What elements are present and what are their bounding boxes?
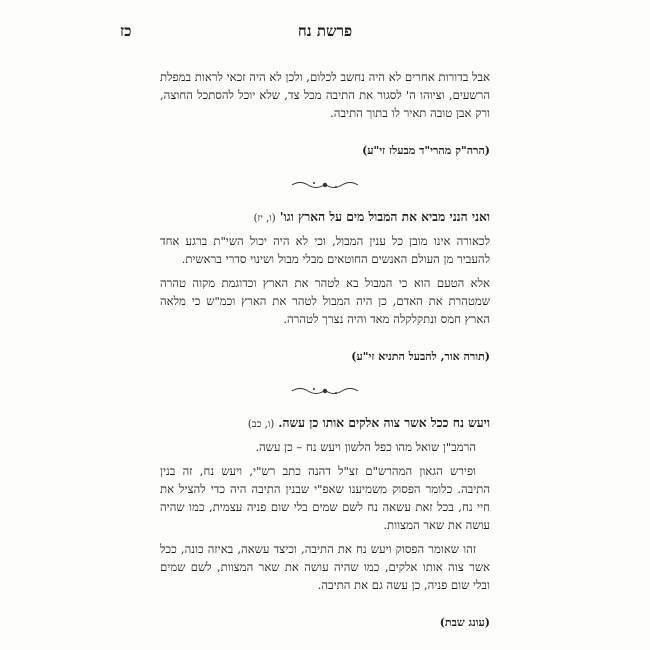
page-number: כז: [120, 22, 132, 40]
divider-ornament-icon: [160, 174, 490, 194]
section3-paragraph-2: ופירש הגאון המהרש"ם זצ"ל דהנה כתב רש"י, ויעש נח, זה בנין התיבה. כלומר הפסוק משמיענו שאפ"י שבנין התיבה היה כדי להציל את חיי נח, בכל זאת עשאה נח לשם שמים בלי שום פניה עצמית, כמו שהיה עושה את שאר המצוות.: [160, 464, 490, 532]
running-header: [120, 22, 530, 44]
section3-source: (עונג שבת): [439, 616, 490, 629]
section1-paragraph: אבל בדורות אחרים לא היה נחשב לכלום, ולכן לא היה זכאי לראות במפלת הרשעים, וציוהו ה' לסגור את התיבה מכל צד, שלא יוכל להסתכל החוצה, ורק אבן טובה תאיר לו בתוך התיבה.: [160, 70, 490, 120]
section1-source: (הרה"ק מהרי"ד מבעלז זי"ע): [362, 144, 490, 157]
page-content: [160, 68, 490, 632]
section2-source: (תורה אור, להבעל התניא זי"ע): [351, 350, 490, 363]
section2-paragraph-1: לכאורה אינו מובן כל ענין המבול, וכי לא היה יכול השי"ת ברגע אחד להעביר מן העולם האנשים החוטאים מבלי מבול ושינוי סדרי בראשית.: [160, 234, 490, 266]
section2-heading: [160, 208, 490, 228]
page-title: פרשת נח: [297, 22, 353, 40]
section3-heading: [160, 414, 490, 434]
section3-heading-text: ויעש נח ככל אשר צוה אלקים אותו כן עשה.: [278, 416, 490, 430]
section3-verse-ref: (ו, כב): [247, 419, 275, 430]
section2-paragraph-2: אלא הטעם הוא כי המבול בא לטהר את הארץ וכדוגמת מקוה טהרה שמטהרת את האדם, כן היה המבול לטהר את הארץ וכמ"ש כי מלאה הארץ חמס ונתקלקלה מאד והיה נצרך לטהרה.: [160, 276, 490, 326]
section3-paragraph-3: זהו שאומר הפסוק ויעש נח את התיבה, וכיצד עשאה, באיזה כונה, ככל אשר צוה אותו אלקים, כמו שהיה עושה את שאר המצוות, לשם שמים ובלי שום פניה, כן עשה גם את התיבה.: [160, 542, 490, 592]
divider-ornament-icon: [160, 380, 490, 400]
section2-heading-text: ואני הנני מביא את המבול מים על הארץ וגו': [279, 210, 490, 224]
section2-verse-ref: (ו, יז): [253, 213, 276, 224]
section3-paragraph-1: הרמב"ן שואל מהו כפל הלשון ויעש נח – כן עשה.: [255, 440, 476, 454]
